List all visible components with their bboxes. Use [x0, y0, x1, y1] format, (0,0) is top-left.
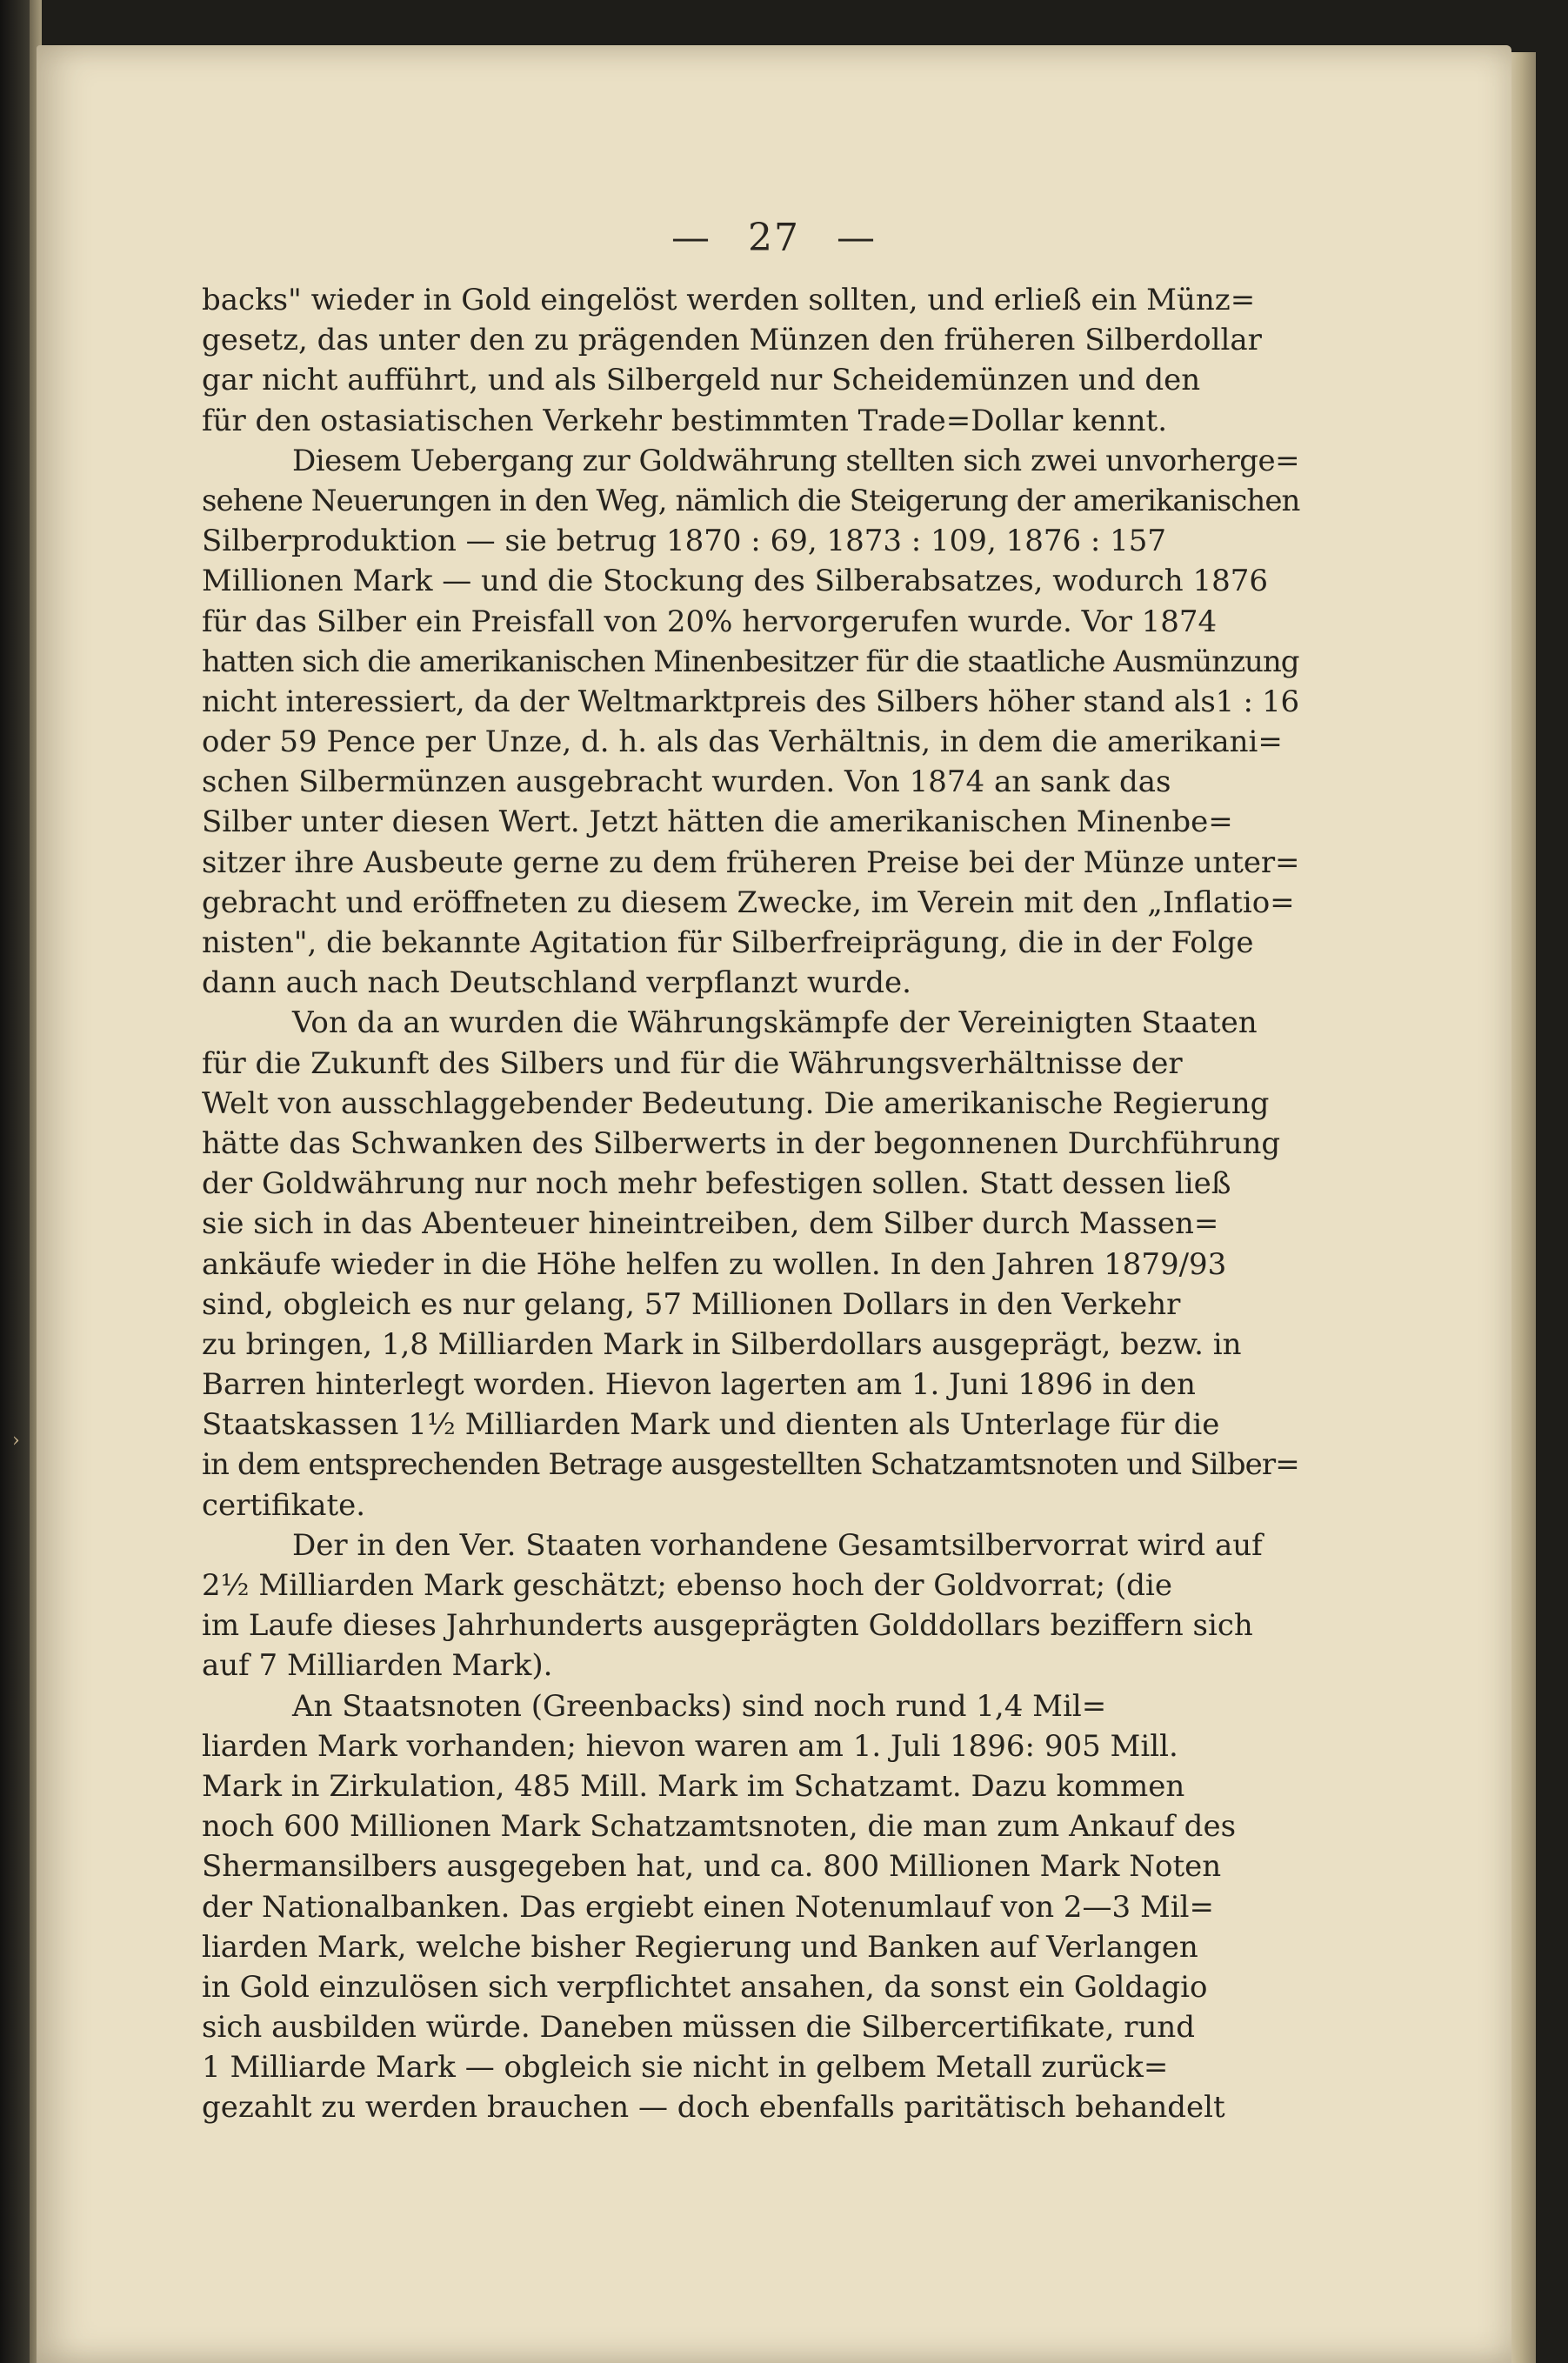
- text-line: Von da an wurden die Währungskämpfe der Vereinigten Staaten: [292, 1005, 1258, 1041]
- text-line: sitzer ihre Ausbeute gerne zu dem früheren Preise bei der Münze unter=: [202, 844, 1300, 880]
- text-line: in dem entsprechenden Betrage ausgestellten Schatzamtsnoten und Silber=: [202, 1447, 1299, 1483]
- text-line: gar nicht aufführt, und als Silbergeld nur Scheidemünzen und den: [202, 363, 1201, 398]
- text-line: Welt von ausschlaggebender Bedeutung. Die amerikanische Regierung: [202, 1085, 1270, 1121]
- text-line: An Staatsnoten (Greenbacks) sind noch rund 1,4 Mil=: [292, 1688, 1107, 1724]
- body-text: [202, 280, 1299, 2128]
- text-line: sich ausbilden würde. Daneben müssen die Silbercertifikate, rund: [202, 2010, 1196, 2046]
- text-line: 1 Milliarde Mark — obgleich sie nicht in gelbem Metall zurück=: [202, 2050, 1169, 2086]
- text-line: Diesem Uebergang zur Goldwährung stellten sich zwei unvorherge=: [292, 443, 1300, 478]
- text-line: im Laufe dieses Jahrhunderts ausgeprägten Golddollars beziffern sich: [202, 1608, 1253, 1644]
- text-line: backs" wieder in Gold eingelöst werden sollten, und erließ ein Münz=: [202, 283, 1256, 317]
- header-dash-right: —: [837, 216, 877, 260]
- text-line: Der in den Ver. Staaten vorhandene Gesamtsilbervorrat wird auf: [292, 1527, 1263, 1563]
- page-stack-edge: [1511, 52, 1536, 2363]
- text-line: nicht interessiert, da der Weltmarktpreis des Silbers höher stand als1 : 16: [202, 684, 1299, 719]
- text-line: auf 7 Milliarden Mark).: [202, 1648, 553, 1684]
- text-line: 2½ Milliarden Mark geschätzt; ebenso hoch der Goldvorrat; (die: [202, 1568, 1172, 1603]
- text-line: certifikate.: [202, 1487, 366, 1523]
- text-line: noch 600 Millionen Mark Schatzamtsnoten, die man zum Ankauf des: [202, 1809, 1237, 1845]
- book-spine: [0, 0, 30, 2363]
- header-dash-left: —: [671, 216, 711, 260]
- text-line: hatten sich die amerikanischen Minenbesitzer für die staatliche Ausmünzung: [202, 644, 1299, 679]
- text-line: sind, obgleich es nur gelang, 57 Millionen Dollars in den Verkehr: [202, 1286, 1181, 1322]
- text-line: sie sich in das Abenteuer hineintreiben, dem Silber durch Massen=: [202, 1206, 1219, 1242]
- text-line: zu bringen, 1,8 Milliarden Mark in Silberdollars ausgeprägt, bezw. in: [202, 1326, 1242, 1362]
- text-line: liarden Mark vorhanden; hievon waren am 1. Juli 1896: 905 Mill.: [202, 1728, 1178, 1764]
- text-line: sehene Neuerungen in den Weg, nämlich die Steigerung der amerikanischen: [202, 483, 1300, 518]
- page-header: [37, 216, 1511, 260]
- text-line: Shermansilbers ausgegeben hat, und ca. 800 Millionen Mark Noten: [202, 1849, 1222, 1885]
- text-line: oder 59 Pence per Unze, d. h. als das Verhältnis, in dem die amerikani=: [202, 724, 1283, 760]
- text-line: Mark in Zirkulation, 485 Mill. Mark im Schatzamt. Dazu kommen: [202, 1768, 1185, 1804]
- text-line: ankäufe wieder in die Höhe helfen zu wollen. In den Jahren 1879/93: [202, 1246, 1227, 1282]
- margin-mark-icon: ›: [12, 1430, 20, 1452]
- page-number: 27: [748, 216, 800, 260]
- text-line: Millionen Mark — und die Stockung des Silberabsatzes, wodurch 1876: [202, 564, 1269, 599]
- text-line: Staatskassen 1½ Milliarden Mark und dienten als Unterlage für die: [202, 1407, 1220, 1443]
- book-page: [37, 45, 1511, 2363]
- text-line: gesetz, das unter den zu prägenden Münzen den früheren Silberdollar: [202, 323, 1262, 358]
- text-line: gebracht und eröffneten zu diesem Zwecke, im Verein mit den „Inflatio=: [202, 884, 1295, 920]
- text-line: Silber unter diesen Wert. Jetzt hätten die amerikanischen Minenbe=: [202, 804, 1233, 840]
- text-line: nisten", die bekannte Agitation für Silberfreiprägung, die in der Folge: [202, 925, 1254, 960]
- text-line: hätte das Schwanken des Silberwerts in der begonnenen Durchführung: [202, 1125, 1281, 1161]
- text-line: schen Silbermünzen ausgebracht wurden. Von 1874 an sank das: [202, 764, 1171, 800]
- text-line: für das Silber ein Preisfall von 20% hervorgerufen wurde. Vor 1874: [202, 604, 1218, 639]
- text-line: in Gold einzulösen sich verpflichtet ansahen, da sonst ein Goldagio: [202, 1969, 1208, 2005]
- text-line: der Nationalbanken. Das ergiebt einen Notenumlauf von 2—3 Mil=: [202, 1889, 1215, 1925]
- text-line: für den ostasiatischen Verkehr bestimmten Trade=Dollar kennt.: [202, 403, 1168, 438]
- text-line: dann auch nach Deutschland verpflanzt wurde.: [202, 965, 911, 1001]
- text-line: liarden Mark, welche bisher Regierung und Banken auf Verlangen: [202, 1929, 1198, 1965]
- text-line: für die Zukunft des Silbers und für die Währungsverhältnisse der: [202, 1045, 1183, 1081]
- text-line: gezahlt zu werden brauchen — doch ebenfalls paritätisch behandelt: [202, 2090, 1225, 2126]
- text-line: Silberproduktion — sie betrug 1870 : 69, 1873 : 109, 1876 : 157: [202, 524, 1167, 559]
- text-line: der Goldwährung nur noch mehr befestigen sollen. Statt dessen ließ: [202, 1166, 1231, 1202]
- text-line: Barren hinterlegt worden. Hievon lagerten am 1. Juni 1896 in den: [202, 1367, 1196, 1403]
